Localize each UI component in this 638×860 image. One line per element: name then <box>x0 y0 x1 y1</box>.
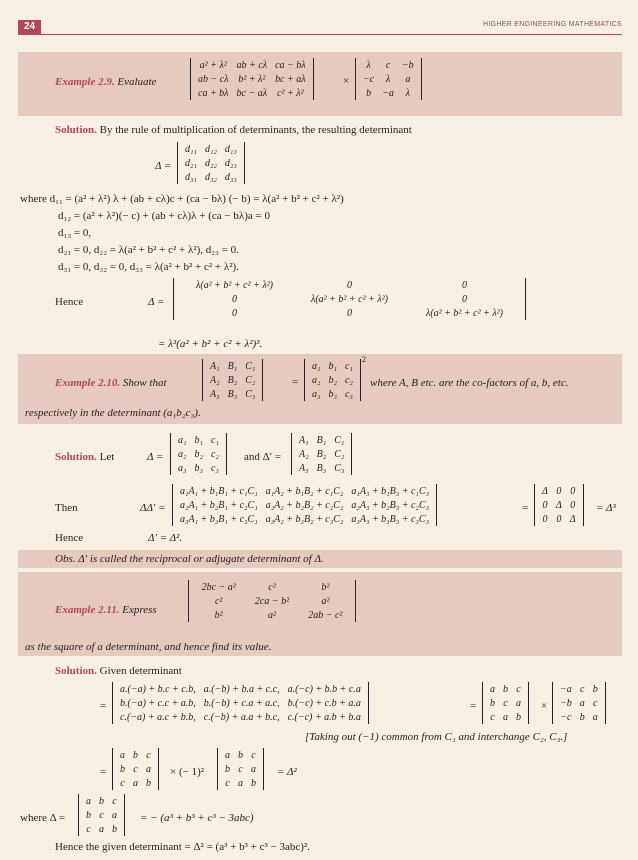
matrix-cell: d₁₂ <box>204 143 217 155</box>
equals-sign-4: = <box>470 700 477 712</box>
matrix-cell: λ <box>405 87 410 99</box>
matrix-cell: a₃ <box>178 462 187 474</box>
matrix-cell: b.(−c) + c.b + a.a <box>287 697 361 709</box>
matrix-cell: a₂A₁ + b₂B₁ + c₂C₁ <box>180 499 258 511</box>
ex211-text: as the square of a determinant, and hence find its value. <box>25 641 272 653</box>
matrix-cell: b <box>146 777 151 789</box>
matrix-cell: λ(a² + b² + c² + λ²) <box>311 293 388 305</box>
matrix-cell: C₁ <box>334 434 345 446</box>
matrix-cell: Δ <box>569 513 576 525</box>
matrix-cell: B₂ <box>227 374 238 386</box>
matrix-cell: c <box>385 59 391 71</box>
obs-note: Obs. Δ′ is called the reciprocal or adjugate determinant of Δ. <box>55 553 324 565</box>
matrix-cell: λ <box>366 59 371 71</box>
ex29-matrix-a <box>190 58 314 100</box>
matrix-cell: C₃ <box>245 388 256 400</box>
matrix-cell: a.(−a) + b.c + c.b, <box>120 683 196 695</box>
matrix-cell: b₁ <box>328 360 337 372</box>
matrix-cell: a² + λ² <box>199 59 227 71</box>
matrix-cell: ab − cλ <box>198 73 229 85</box>
ex210-delta-matrix <box>170 433 227 475</box>
matrix-cell: 2ab − c² <box>308 609 343 621</box>
matrix-cell: c₃ <box>344 388 353 400</box>
matrix-cell: λ(a² + b² + c² + λ²) <box>196 279 273 291</box>
matrix-cell: a <box>86 795 91 807</box>
matrix-cell: −c <box>560 711 572 723</box>
matrix-cell: a.(−c) + b.b + c.a <box>287 683 361 695</box>
matrix-cell: λ <box>385 73 391 85</box>
matrix-cell: b₃ <box>328 388 337 400</box>
matrix-cell: 0 <box>347 307 352 319</box>
matrix-cell: c² <box>214 595 223 607</box>
matrix-cell: b <box>366 87 372 99</box>
and-delta-prime: and Δ′ = <box>244 451 282 463</box>
matrix-cell: c₂ <box>344 374 353 386</box>
matrix-cell: −c <box>363 73 375 85</box>
matrix-cell: a <box>251 763 256 775</box>
matrix-cell: d₁₁ <box>185 143 197 155</box>
matrix-cell: a <box>120 749 125 761</box>
matrix-cell: b <box>112 823 117 835</box>
matrix-cell: c <box>503 697 508 709</box>
ex211-given-matrix <box>188 580 356 622</box>
ex211-solution: Solution. Given determinant <box>55 665 182 677</box>
factor: × (− 1)² <box>170 766 205 778</box>
final-result: Hence the given determinant = Δ² = (a³ + b³ + c³ − 3abc)². <box>55 841 310 853</box>
matrix-cell: 0 <box>556 513 562 525</box>
matrix-cell: 0 <box>347 279 352 291</box>
where-delta: where Δ = <box>20 812 66 824</box>
matrix-cell: a₂ <box>312 374 321 386</box>
ex210-solution: Solution. Let <box>55 451 115 463</box>
matrix-cell: c <box>251 749 256 761</box>
matrix-cell: d₂₃ <box>224 157 237 169</box>
ex210-text-cont: respectively in the determinant (a₁b₂c₃). <box>25 407 201 419</box>
matrix-cell: d₃₁ <box>185 171 197 183</box>
matrix-cell: c² <box>268 581 276 593</box>
matrix-cell: a₁A₁ + b₁B₁ + c₁C₁ <box>180 485 258 497</box>
matrix-cell: d₃₃ <box>224 171 237 183</box>
ex29-solution: Solution. By the rule of multiplication of determinants, the resulting determinant <box>55 124 412 136</box>
ex211-expanded-matrix <box>112 682 369 724</box>
matrix-cell: b <box>99 795 104 807</box>
matrix-cell: 2ca − b² <box>254 595 290 607</box>
delta-label: Δ = <box>155 160 172 172</box>
matrix-cell: −b <box>401 59 414 71</box>
matrix-cell: c.(−b) + a.a + b.c, <box>203 711 280 723</box>
page-number: 24 <box>18 20 41 34</box>
ex211-abc-matrix <box>482 682 529 724</box>
matrix-cell: a <box>112 809 117 821</box>
matrix-cell: 0 <box>462 279 467 291</box>
matrix-cell: c <box>86 823 91 835</box>
matrix-cell: a₃A₁ + b₃B₁ + c₃C₁ <box>180 513 258 525</box>
matrix-cell: bc + aλ <box>275 73 306 85</box>
matrix-cell: b.(−a) + c.c + a.b, <box>120 697 196 709</box>
matrix-cell: ab + cλ <box>236 59 268 71</box>
square-exponent: 2 <box>362 355 366 364</box>
matrix-cell: c <box>99 809 104 821</box>
matrix-cell: b₃ <box>194 462 203 474</box>
matrix-cell: c.(−c) + a.b + b.a <box>287 711 361 723</box>
matrix-cell: 0 <box>232 293 237 305</box>
matrix-cell: b₂ <box>194 448 203 460</box>
equals-sign-2: = <box>522 502 529 514</box>
matrix-cell: a <box>238 777 243 789</box>
matrix-cell: a <box>516 697 521 709</box>
matrix-cell: a <box>133 777 138 789</box>
matrix-cell: a₂A₂ + b₂B₂ + c₂C₂ <box>265 499 344 511</box>
example-2-9-heading: Example 2.9. Evaluate <box>55 76 157 88</box>
ex211-neg-matrix <box>552 682 606 724</box>
ex29-line-1: where d₁₁ = (a² + λ²) λ + (ab + cλ)c + (ca − bλ) (− b) = λ(a² + b² + c² + λ²) <box>20 193 344 205</box>
matrix-cell: C₁ <box>245 360 256 372</box>
matrix-cell: c <box>133 763 138 775</box>
matrix-cell: 0 <box>570 499 576 511</box>
matrix-cell: c <box>490 711 495 723</box>
times-sign-2: × <box>541 700 548 712</box>
matrix-cell: 0 <box>232 307 237 319</box>
matrix-cell: c <box>225 777 230 789</box>
matrix-cell: c <box>580 683 585 695</box>
matrix-cell: A₂ <box>299 448 309 460</box>
matrix-cell: c₁ <box>210 434 219 446</box>
equals-sign-5: = <box>100 766 107 778</box>
matrix-cell: a <box>225 749 230 761</box>
matrix-cell: b <box>225 763 230 775</box>
ex210-text: where A, B etc. are the co-factors of a, b, etc. <box>370 377 569 389</box>
ex29-hence-matrix <box>173 278 526 320</box>
matrix-cell: b <box>503 683 508 695</box>
matrix-cell: c <box>593 697 598 709</box>
ex29-d-matrix <box>177 142 245 184</box>
matrix-cell: b <box>133 749 138 761</box>
matrix-cell: b <box>592 683 598 695</box>
matrix-cell: c₁ <box>344 360 353 372</box>
matrix-cell: a² <box>267 609 276 621</box>
hence-label: Hence <box>55 296 84 308</box>
matrix-cell: C₂ <box>245 374 256 386</box>
matrix-cell: a₁A₃ + b₁B₃ + c₁C₃ <box>351 485 430 497</box>
ex210-element-matrix <box>304 359 361 401</box>
matrix-cell: A₃ <box>299 462 309 474</box>
matrix-cell: c <box>120 777 125 789</box>
ex29-result: = λ³(a² + b² + c² + λ²)³. <box>158 338 263 350</box>
then-label: Then <box>55 502 78 514</box>
matrix-cell: ca + bλ <box>198 87 229 99</box>
matrix-cell: d₃₂ <box>204 171 217 183</box>
matrix-cell: A₃ <box>210 388 220 400</box>
matrix-cell: d₁₃ <box>224 143 237 155</box>
matrix-cell: a <box>99 823 104 835</box>
matrix-cell: a₂ <box>178 448 187 460</box>
matrix-cell: a <box>490 683 495 695</box>
matrix-cell: b₁ <box>194 434 203 446</box>
matrix-cell: −b <box>560 697 572 709</box>
ex210-product-matrix <box>172 484 437 526</box>
example-2-10-heading: Example 2.10. Show that <box>55 377 167 389</box>
ex211-w-matrix <box>78 794 125 836</box>
matrix-cell: a₁ <box>312 360 321 372</box>
matrix-cell: a₁ <box>178 434 187 446</box>
matrix-cell: c² + λ² <box>277 87 304 99</box>
matrix-cell: b <box>251 777 256 789</box>
matrix-cell: A₂ <box>210 374 220 386</box>
matrix-cell: a₃A₃ + b₃B₃ + c₃C₃ <box>351 513 430 525</box>
matrix-cell: C₃ <box>334 462 345 474</box>
matrix-cell: 0 <box>542 513 548 525</box>
delta-value: = − (a³ + b³ + c³ − 3abc) <box>140 812 254 824</box>
matrix-cell: B₁ <box>227 360 238 372</box>
equals-sign-3: = <box>100 700 107 712</box>
matrix-cell: b <box>579 711 585 723</box>
matrix-cell: 0 <box>542 499 548 511</box>
delta-delta-prime: ΔΔ′ = <box>140 502 166 514</box>
matrix-cell: c.(−a) + a.c + b.b, <box>120 711 196 723</box>
matrix-cell: B₂ <box>316 448 327 460</box>
matrix-cell: a₃ <box>312 388 321 400</box>
matrix-cell: c₃ <box>210 462 219 474</box>
ex211-z2-matrix <box>217 748 264 790</box>
matrix-cell: 0 <box>556 485 562 497</box>
matrix-cell: B₃ <box>227 388 238 400</box>
ex29-line-5: d₃₁ = 0, d₃₂ = 0, d₃₃ = λ(a² + b² + c² + λ²). <box>58 261 239 273</box>
ex211-z1-matrix <box>112 748 159 790</box>
matrix-cell: b <box>238 749 243 761</box>
matrix-cell: λ(a² + b² + c² + λ²) <box>426 307 503 319</box>
matrix-cell: a.(−b) + b.a + c.c, <box>203 683 280 695</box>
matrix-cell: d₂₁ <box>185 157 197 169</box>
matrix-cell: b² <box>321 581 330 593</box>
times-sign: × <box>343 75 350 87</box>
delta-label-2: Δ = <box>148 296 165 308</box>
ex29-line-3: d₁₃ = 0, <box>58 227 92 239</box>
matrix-cell: B₁ <box>316 434 327 446</box>
example-2-11-heading: Example 2.11. Express <box>55 604 157 616</box>
matrix-cell: 2bc − a² <box>201 581 236 593</box>
delta-prime-result: Δ′ = Δ². <box>148 532 183 544</box>
matrix-cell: a <box>592 711 598 723</box>
matrix-cell: A₁ <box>299 434 309 446</box>
delta-label-3: Δ = <box>147 451 164 463</box>
matrix-cell: b <box>516 711 521 723</box>
matrix-cell: bc − aλ <box>236 87 268 99</box>
matrix-cell: −a <box>560 683 572 695</box>
matrix-cell: a₁A₂ + b₁B₂ + c₁C₂ <box>265 485 344 497</box>
matrix-cell: a₃A₂ + b₃B₂ + c₃C₂ <box>265 513 344 525</box>
matrix-cell: Δ <box>542 485 548 497</box>
matrix-cell: a <box>405 73 411 85</box>
matrix-cell: −a <box>382 87 394 99</box>
ex29-matrix-b <box>355 58 422 100</box>
matrix-cell: b² <box>214 609 223 621</box>
matrix-cell: b <box>120 763 125 775</box>
matrix-cell: A₁ <box>210 360 220 372</box>
delta-squared: = Δ² <box>277 766 297 778</box>
matrix-cell: Δ <box>555 499 562 511</box>
matrix-cell: b <box>86 809 91 821</box>
matrix-cell: 0 <box>462 293 467 305</box>
matrix-cell: c <box>516 683 521 695</box>
matrix-cell: b² + λ² <box>238 73 266 85</box>
matrix-cell: B₃ <box>316 462 327 474</box>
equals-sign: = <box>292 376 299 388</box>
delta-cube: = Δ³ <box>596 502 616 514</box>
matrix-cell: d₂₂ <box>204 157 217 169</box>
matrix-cell: 0 <box>570 485 576 497</box>
matrix-cell: a² <box>321 595 330 607</box>
matrix-cell: a <box>146 763 151 775</box>
matrix-cell: c <box>146 749 151 761</box>
matrix-cell: a <box>579 697 585 709</box>
matrix-cell: c₂ <box>210 448 219 460</box>
matrix-cell: C₂ <box>334 448 345 460</box>
matrix-cell: b <box>490 697 495 709</box>
page-header <box>18 20 622 35</box>
matrix-cell: b.(−b) + c.a + a.c, <box>203 697 280 709</box>
ex29-line-4: d₂₁ = 0, d₂₂ = λ(a² + b² + c² + λ²), d₂₃ = 0. <box>58 244 239 256</box>
hence-label-2: Hence <box>55 532 84 544</box>
book-title: HIGHER ENGINEERING MATHEMATICS <box>482 21 622 28</box>
ex211-note: [Taking out (−1) common from C₁ and interchange C₂, C₃.] <box>305 731 568 743</box>
matrix-cell: c <box>238 763 243 775</box>
matrix-cell: c <box>112 795 117 807</box>
matrix-cell: ca − bλ <box>275 59 306 71</box>
ex210-cofactor-matrix <box>202 359 263 401</box>
matrix-cell: a <box>503 711 508 723</box>
matrix-cell: b₂ <box>328 374 337 386</box>
ex210-delta-prime-matrix <box>291 433 352 475</box>
matrix-cell: a₂A₃ + b₂B₃ + c₂C₃ <box>351 499 430 511</box>
ex29-line-2: d₁₂ = (a² + λ²)(− c) + (ab + cλ)λ + (ca − bλ)a = 0 <box>58 210 270 222</box>
ex210-diag-matrix <box>534 484 584 526</box>
